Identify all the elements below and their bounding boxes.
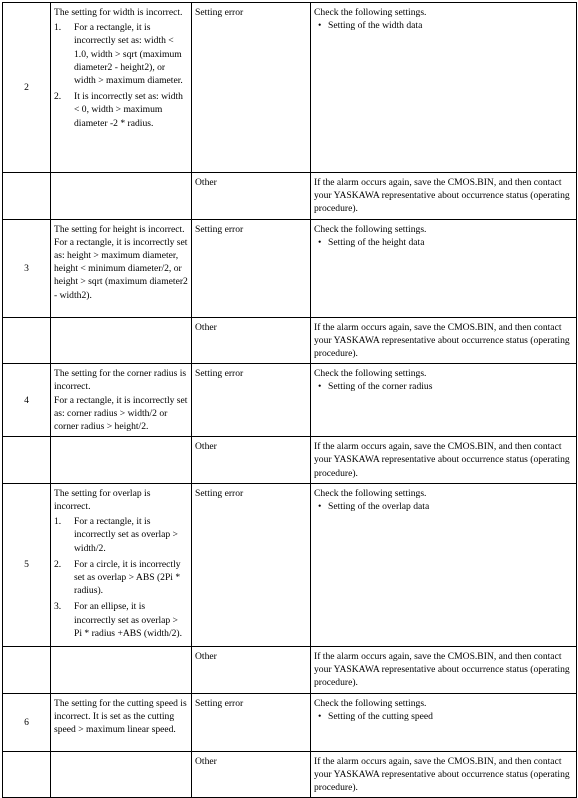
table-row: [3, 3, 577, 173]
cause-text: For a rectangle, it is incorrectly set as: corner radius > width/2 or corner radius > height/2.: [54, 394, 188, 433]
table-row: [3, 317, 577, 364]
action-intro: Check the following settings.: [314, 487, 427, 499]
list-text: For a rectangle, it is incorrectly set as: width < 1.0, width > sqrt (maximum diameter2 - height2), or width > maximum diameter.: [74, 22, 183, 87]
type-cell: Other: [192, 751, 311, 798]
action-cell: [311, 483, 577, 646]
empty-cell: [51, 647, 192, 694]
action-bullet-item: [314, 500, 573, 513]
empty-cell: [3, 173, 51, 220]
sub-code-cell: 2: [3, 3, 51, 173]
action-cell: [311, 3, 577, 173]
list-number: 2.: [54, 558, 62, 570]
empty-cell: [3, 647, 51, 694]
empty-cell: [51, 173, 192, 220]
cause-list: [54, 21, 188, 130]
cause-text: The setting for the corner radius is incorrect.: [54, 368, 187, 393]
empty-cell: [51, 317, 192, 364]
empty-cell: [51, 437, 192, 484]
action-cell: If the alarm occurs again, save the CMOS.BIN, and then contact your YASKAWA representative about occurrence status (operating procedure).: [311, 173, 577, 220]
cause-cell: [51, 3, 192, 173]
list-item: [54, 515, 188, 555]
type-cell: Setting error: [192, 693, 311, 751]
list-item: [54, 558, 188, 598]
list-text: It is incorrectly set as: width < 0, width > maximum diameter -2 * radius.: [74, 91, 183, 129]
type-cell: Other: [192, 173, 311, 220]
cause-list: [54, 515, 188, 640]
list-number: 1.: [54, 516, 62, 528]
list-number: 3.: [54, 601, 62, 613]
action-intro: Check the following settings.: [314, 7, 427, 18]
action-cell: [311, 219, 577, 317]
list-item: [54, 600, 188, 640]
action-bullet-text: Setting of the width data: [328, 20, 423, 32]
table-row: [3, 647, 577, 694]
table-row: [3, 693, 577, 751]
cause-cell: [51, 693, 192, 751]
cause-text: The setting for width is incorrect.: [54, 7, 183, 18]
cause-text: The setting for height is incorrect.: [54, 223, 185, 235]
action-bullet-item: [314, 710, 573, 723]
action-cell: If the alarm occurs again, save the CMOS.BIN, and then contact your YASKAWA representative about occurrence status (operating procedure).: [311, 751, 577, 798]
action-cell: If the alarm occurs again, save the CMOS.BIN, and then contact your YASKAWA representative about occurrence status (operating procedure).: [311, 437, 577, 484]
empty-cell: [3, 437, 51, 484]
empty-cell: [51, 751, 192, 798]
type-cell: Other: [192, 647, 311, 694]
sub-code-cell: 3: [3, 219, 51, 317]
type-cell: Setting error: [192, 3, 311, 173]
action-cell: If the alarm occurs again, save the CMOS.BIN, and then contact your YASKAWA representative about occurrence status (operating procedure).: [311, 647, 577, 694]
list-number: 1.: [54, 22, 62, 34]
list-text: For a circle, it is incorrectly set as overlap > ABS (2Pi * radius).: [74, 558, 181, 597]
list-text: For a rectangle, it is incorrectly set as overlap > width/2.: [74, 516, 178, 554]
action-cell: If the alarm occurs again, save the CMOS.BIN, and then contact your YASKAWA representative about occurrence status (operating procedure).: [311, 317, 577, 364]
list-item: [54, 21, 188, 87]
cause-cell: [51, 219, 192, 317]
action-bullet-item: [314, 236, 573, 249]
table-row: [3, 483, 577, 646]
action-intro: Check the following settings.: [314, 223, 427, 235]
action-intro: Check the following settings.: [314, 368, 427, 380]
action-cell: [311, 693, 577, 751]
action-bullet-text: Setting of the overlap data: [328, 501, 430, 513]
cause-text: The setting for overlap is incorrect.: [54, 487, 151, 513]
cause-cell: [51, 483, 192, 646]
list-item: [54, 90, 188, 130]
table-row: [3, 173, 577, 220]
sub-code-cell: 5: [3, 483, 51, 646]
action-cell: [311, 364, 577, 437]
type-cell: Other: [192, 317, 311, 364]
action-bullet-text: Setting of the height data: [328, 236, 425, 248]
cause-text: The setting for the cutting speed is incorrect. It is set as the cutting speed > maximum linear speed.: [54, 697, 187, 736]
table-row: [3, 751, 577, 798]
empty-cell: [3, 751, 51, 798]
sub-code-cell: 6: [3, 693, 51, 751]
action-bullet-text: Setting of the corner radius: [328, 381, 433, 393]
table-row: [3, 364, 577, 437]
type-cell: Setting error: [192, 483, 311, 646]
alarm-table: [2, 2, 577, 798]
action-bullet-item: [314, 19, 573, 32]
type-cell: Setting error: [192, 219, 311, 317]
list-text: For an ellipse, it is incorrectly set as overlap > Pi * radius +ABS (width/2).: [74, 601, 183, 639]
cause-text: For a rectangle, it is incorrectly set as: height > maximum diameter, height < minimum diameter/2, or height > sqrt (maximum diameter2 - width2).: [54, 236, 188, 301]
bullet-icon: •: [318, 501, 322, 513]
action-bullet-item: [314, 380, 573, 393]
bullet-icon: •: [318, 20, 322, 32]
empty-cell: [3, 317, 51, 364]
bullet-icon: •: [318, 381, 322, 393]
sub-code-cell: 4: [3, 364, 51, 437]
list-number: 2.: [54, 91, 62, 103]
cause-cell: [51, 364, 192, 437]
type-cell: Other: [192, 437, 311, 484]
bullet-icon: •: [318, 710, 322, 722]
action-bullet-text: Setting of the cutting speed: [328, 710, 433, 722]
bullet-icon: •: [318, 236, 322, 248]
table-row: [3, 219, 577, 317]
type-cell: Setting error: [192, 364, 311, 437]
action-intro: Check the following settings.: [314, 697, 427, 709]
table-row: [3, 437, 577, 484]
